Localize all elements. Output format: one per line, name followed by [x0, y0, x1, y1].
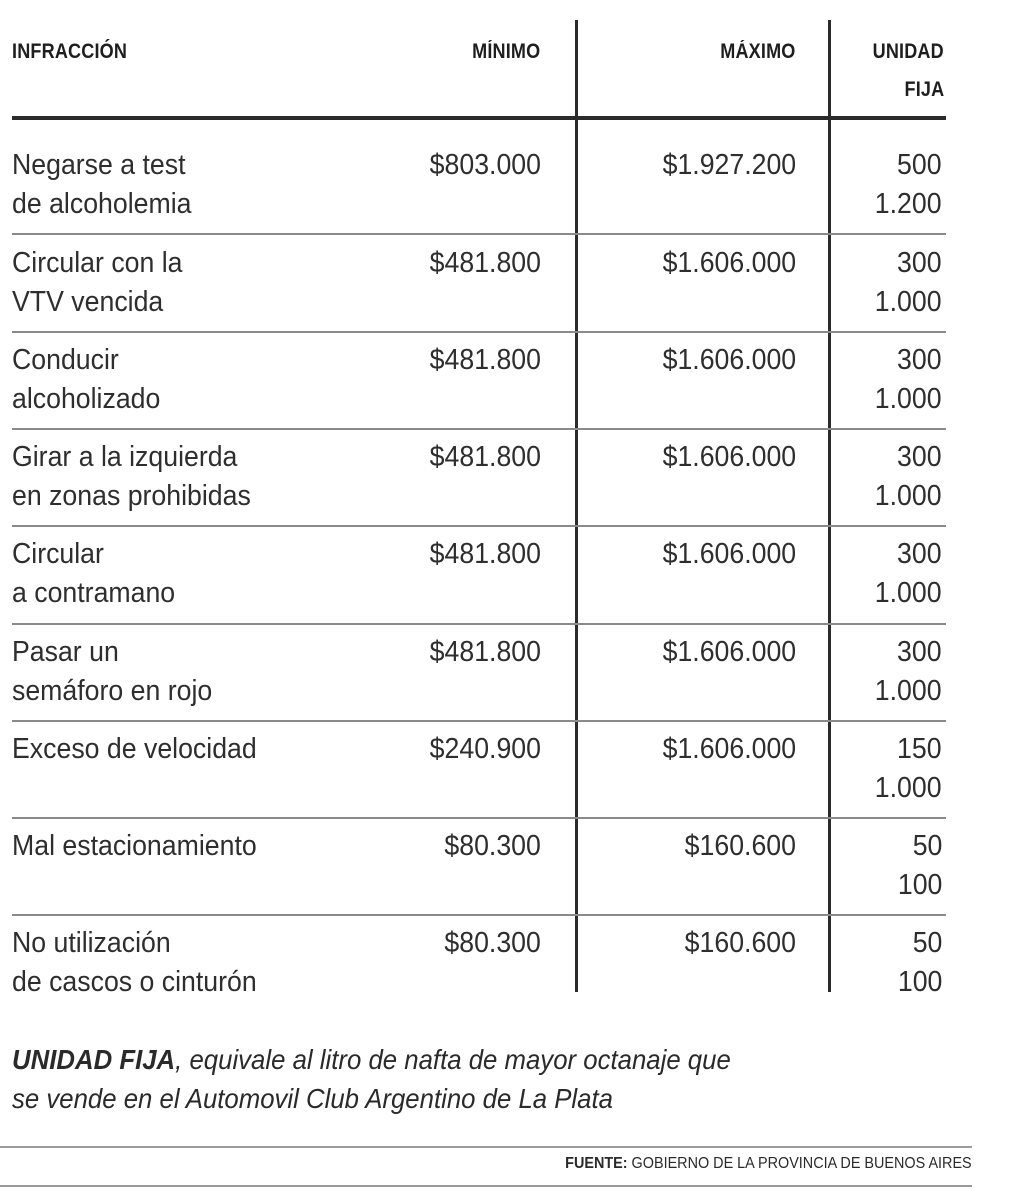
- unidad-fija-cell: 300 1.000: [875, 538, 942, 609]
- unidad-fija-cell: 50 100: [897, 927, 942, 998]
- maximo-cell: $1.927.200: [662, 149, 796, 181]
- minimo-cell: $481.800: [429, 538, 541, 570]
- footnote-line1: , equivale al litro de nafta de mayor octanaje que: [175, 1044, 731, 1075]
- row-divider: [12, 233, 946, 235]
- infraccion-cell: Mal estacionamiento: [12, 830, 257, 862]
- maximo-cell: $1.606.000: [662, 733, 796, 765]
- row-divider: [12, 817, 946, 819]
- header-unidad-fija-line2: FIJA: [904, 78, 944, 101]
- minimo-cell: $80.300: [444, 830, 541, 862]
- header-infraccion: INFRACCIÓN: [12, 40, 128, 63]
- minimo-cell: $481.800: [429, 441, 541, 473]
- footnote-line2: se vende en el Automovil Club Argentino de La Plata: [12, 1083, 613, 1114]
- infraccion-cell: Exceso de velocidad: [12, 733, 257, 765]
- row-divider: [12, 914, 946, 916]
- infraccion-cell: Pasar un semáforo en rojo: [12, 636, 213, 707]
- column-divider-min-max: [575, 20, 578, 992]
- maximo-cell: $1.606.000: [662, 247, 796, 279]
- infraccion-cell: Girar a la izquierda en zonas prohibidas: [12, 441, 251, 512]
- infraccion-cell: Circular a contramano: [12, 538, 176, 609]
- maximo-cell: $160.600: [684, 830, 796, 862]
- unidad-fija-cell: 150 1.000: [875, 733, 942, 804]
- unidad-fija-cell: 300 1.000: [875, 636, 942, 707]
- source-bottom-rule: [0, 1185, 972, 1187]
- column-divider-max-uf: [828, 20, 831, 992]
- unidad-fija-cell: 50 100: [897, 830, 942, 901]
- minimo-cell: $240.900: [429, 733, 541, 765]
- source-label: FUENTE:: [565, 1155, 628, 1172]
- minimo-cell: $80.300: [444, 927, 541, 959]
- row-divider: [12, 428, 946, 430]
- maximo-cell: $1.606.000: [662, 344, 796, 376]
- minimo-cell: $481.800: [429, 636, 541, 668]
- header-rule: [12, 116, 946, 120]
- infraccion-cell: Circular con la VTV vencida: [12, 247, 183, 318]
- footnote: [12, 1040, 731, 1118]
- maximo-cell: $160.600: [684, 927, 796, 959]
- unidad-fija-cell: 300 1.000: [875, 247, 942, 318]
- row-divider: [12, 525, 946, 527]
- source-text: GOBIERNO DE LA PROVINCIA DE BUENOS AIRES: [627, 1155, 972, 1172]
- unidad-fija-cell: 300 1.000: [875, 344, 942, 415]
- maximo-cell: $1.606.000: [662, 636, 796, 668]
- row-divider: [12, 331, 946, 333]
- footnote-term: UNIDAD FIJA: [12, 1044, 176, 1075]
- minimo-cell: $481.800: [429, 247, 541, 279]
- infraccion-cell: No utilización de cascos o cinturón: [12, 927, 257, 998]
- unidad-fija-cell: 500 1.200: [875, 149, 942, 220]
- row-divider: [12, 720, 946, 722]
- minimo-cell: $803.000: [429, 149, 541, 181]
- header-maximo: MÁXIMO: [720, 40, 796, 63]
- unidad-fija-cell: 300 1.000: [875, 441, 942, 512]
- source-credit: [566, 1155, 972, 1173]
- maximo-cell: $1.606.000: [662, 441, 796, 473]
- infraccion-cell: Conducir alcoholizado: [12, 344, 161, 415]
- source-top-rule: [0, 1146, 972, 1148]
- maximo-cell: $1.606.000: [662, 538, 796, 570]
- row-divider: [12, 623, 946, 625]
- header-unidad-fija-line1: UNIDAD: [872, 40, 944, 63]
- header-minimo: MÍNIMO: [471, 40, 540, 63]
- minimo-cell: $481.800: [429, 344, 541, 376]
- infraccion-cell: Negarse a test de alcoholemia: [12, 149, 192, 220]
